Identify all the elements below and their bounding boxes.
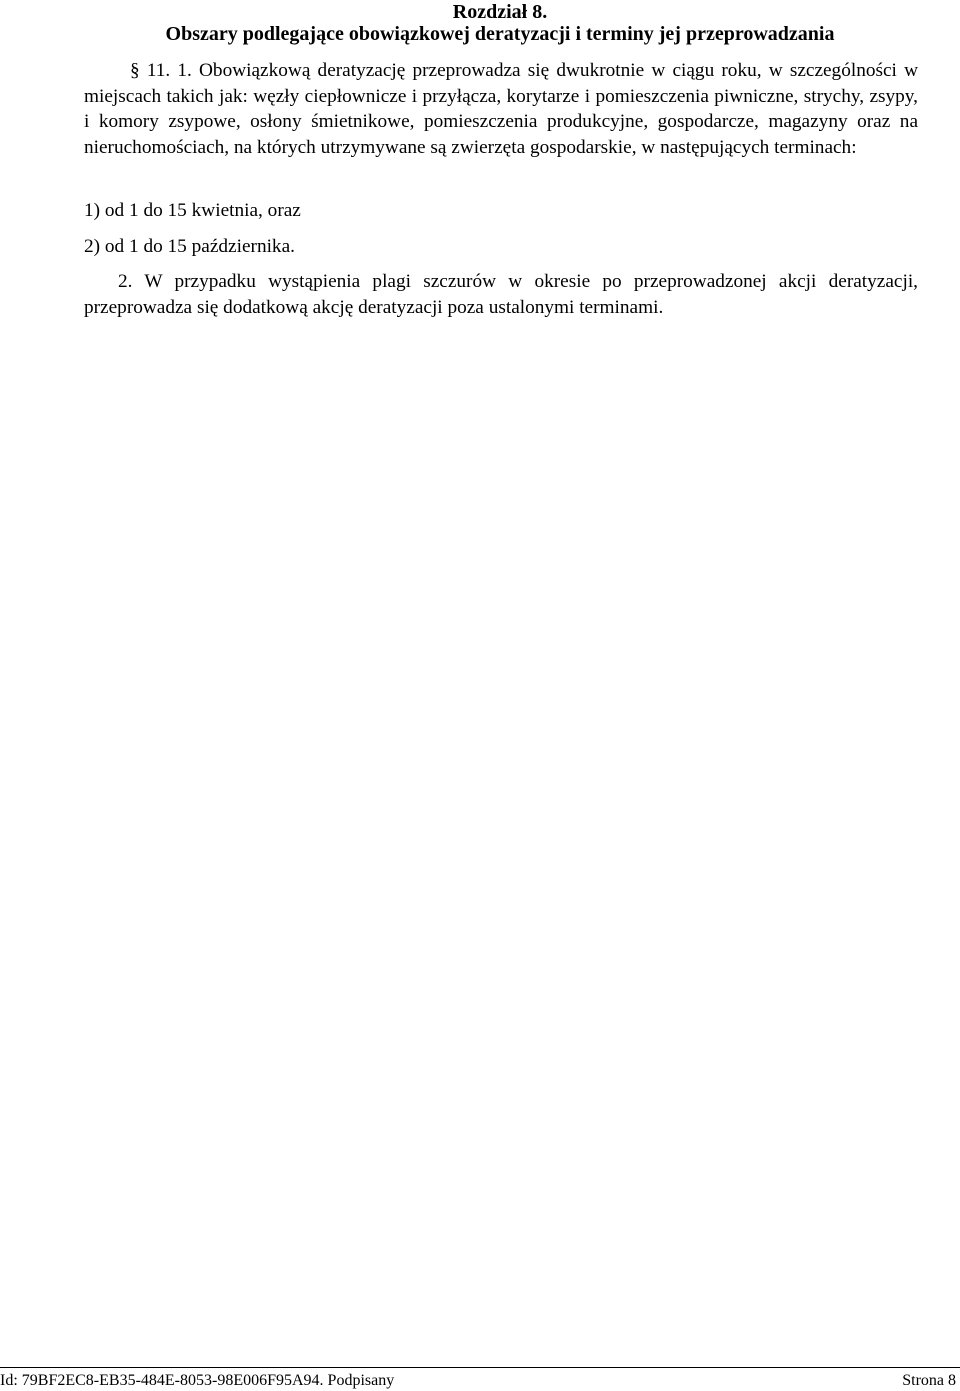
- footer-page-number: Strona 8: [902, 1372, 956, 1389]
- section-paragraph-1: § 11. 1. Obowiązkową deratyzację przeprowadza się dwukrotnie w ciągu roku, w szczególności w miejscach takich jak: węzły ciepłownicze i przyłącza, korytarze i pomieszczenia piwniczne, strychy, zsypy, i komory zsypowe, osłony śmietnikowe, pomieszczenia produkcyjne, gospodarcze, magazyny oraz na nieruchomościach, na których utrzymywane są zwierzęta gospodarskie, w następujących terminach:: [84, 60, 918, 159]
- footer-divider: [0, 1367, 960, 1368]
- chapter-title: Obszary podlegające obowiązkowej deratyzacji i terminy jej przeprowadzania: [165, 23, 835, 45]
- footer-document-id: Id: 79BF2EC8-EB35-484E-8053-98E006F95A94. Podpisany: [0, 1372, 395, 1389]
- chapter-number: Rozdział 8.: [452, 1, 548, 23]
- section-paragraph-2: 2. W przypadku wystąpienia plagi szczurów w okresie po przeprowadzonej akcji deratyzacji, przeprowadza się dodatkową akcję deratyzacji poza ustalonymi terminami.: [84, 271, 918, 318]
- list-item-term-1: 1) od 1 do 15 kwietnia, oraz: [84, 200, 301, 221]
- list-item-term-2: 2) od 1 do 15 października.: [84, 236, 295, 257]
